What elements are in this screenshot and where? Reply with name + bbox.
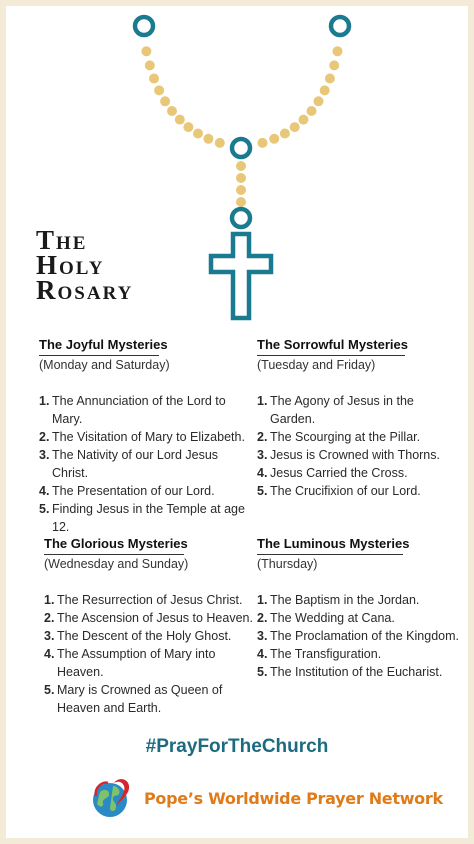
mysteries-list [257, 392, 462, 500]
item-number: 5. [257, 665, 268, 679]
section-heading: The Glorious Mysteries [44, 536, 188, 551]
rosary-bead [160, 96, 170, 106]
list-item [257, 627, 462, 645]
rosary-bead [215, 138, 225, 148]
list-item [44, 627, 254, 645]
item-number: 2. [257, 611, 268, 625]
rosary-bead [167, 106, 177, 116]
item-text: The Descent of the Holy Ghost. [57, 629, 232, 643]
list-item [39, 500, 249, 536]
item-number: 3. [39, 448, 50, 462]
ring-lower [232, 209, 250, 227]
rosary-beads [141, 46, 342, 207]
item-number: 1. [257, 593, 268, 607]
item-text: Jesus is Crowned with Thorns. [270, 448, 440, 462]
page-title [36, 225, 134, 305]
item-text: The Visitation of Mary to Elizabeth. [52, 430, 245, 444]
item-text: The Institution of the Eucharist. [270, 665, 443, 679]
item-text: The Scourging at the Pillar. [270, 430, 421, 444]
section-days: (Thursday) [257, 557, 318, 571]
hashtag: #PrayForTheChurch [145, 736, 329, 757]
section-days: (Tuesday and Friday) [257, 358, 376, 372]
globe-heart-icon [88, 774, 136, 822]
item-text: The Transfiguration. [270, 647, 382, 661]
list-item [39, 446, 249, 482]
section-heading: The Luminous Mysteries [257, 536, 410, 551]
rosary-bead [333, 46, 343, 56]
section-days: (Monday and Saturday) [39, 358, 170, 372]
list-item [257, 428, 462, 446]
rosary-bead [269, 134, 279, 144]
heading-underline [257, 554, 403, 555]
network-name: Pope’s Worldwide Prayer Network [144, 788, 443, 808]
glorious-mysteries-section [44, 535, 254, 717]
rosary-bead [329, 60, 339, 70]
rosary-bead [154, 85, 164, 95]
item-text: The Ascension of Jesus to Heaven. [57, 611, 253, 625]
rosary-bead [236, 197, 246, 207]
list-item [44, 645, 254, 681]
rosary-bead [193, 129, 203, 139]
joyful-mysteries-section [39, 336, 249, 536]
ring-top-left [135, 17, 153, 35]
item-number: 4. [39, 484, 50, 498]
rosary-bead [290, 122, 300, 132]
rosary-bead [314, 96, 324, 106]
rosary-bead [280, 129, 290, 139]
rosary-bead [203, 134, 213, 144]
heading-underline [39, 355, 159, 356]
item-number: 1. [257, 394, 268, 408]
rosary-bead [320, 85, 330, 95]
item-text: The Wedding at Cana. [270, 611, 395, 625]
section-heading: The Joyful Mysteries [39, 337, 168, 352]
rosary-bead [149, 74, 159, 84]
rosary-bead [236, 173, 246, 183]
item-text: The Crucifixion of our Lord. [270, 484, 421, 498]
rosary-bead [258, 138, 268, 148]
luminous-mysteries-section [257, 535, 462, 681]
rosary-bead [236, 185, 246, 195]
cross-icon [211, 234, 271, 318]
item-text: Finding Jesus in the Temple at age 12. [52, 502, 245, 534]
item-text: Jesus Carried the Cross. [270, 466, 408, 480]
list-item [257, 464, 462, 482]
item-number: 4. [257, 647, 268, 661]
list-item [39, 482, 249, 500]
item-number: 3. [44, 629, 55, 643]
list-item [257, 392, 462, 428]
item-text: The Agony of Jesus in the Garden. [270, 394, 414, 426]
title-line-3: Rosary [36, 275, 134, 305]
rosary-bead [141, 46, 151, 56]
rosary-bead [299, 115, 309, 125]
item-text: The Proclamation of the Kingdom. [270, 629, 459, 643]
item-text: Mary is Crowned as Queen of Heaven and Earth. [57, 683, 223, 715]
item-number: 3. [257, 448, 268, 462]
section-heading: The Sorrowful Mysteries [257, 337, 408, 352]
item-number: 4. [257, 466, 268, 480]
item-number: 5. [44, 683, 55, 697]
mysteries-list [44, 591, 254, 717]
rosary-bead [325, 74, 335, 84]
title-line-1: The [36, 225, 88, 255]
list-item [44, 609, 254, 627]
item-text: The Baptism in the Jordan. [270, 593, 420, 607]
heading-underline [257, 355, 405, 356]
ring-center [232, 139, 250, 157]
title-line-2: Holy [36, 250, 105, 280]
section-days: (Wednesday and Sunday) [44, 557, 189, 571]
rosary-bead [145, 60, 155, 70]
item-number: 5. [257, 484, 268, 498]
mysteries-list [257, 591, 462, 681]
item-number: 3. [257, 629, 268, 643]
item-text: The Annunciation of the Lord to Mary. [52, 394, 226, 426]
rosary-bead [183, 122, 193, 132]
list-item [39, 428, 249, 446]
item-text: The Nativity of our Lord Jesus Christ. [52, 448, 219, 480]
ring-top-right [331, 17, 349, 35]
rosary-bead [307, 106, 317, 116]
list-item [257, 591, 462, 609]
rosary-bead [175, 115, 185, 125]
list-item [39, 392, 249, 428]
network-branding [88, 774, 443, 822]
heading-underline [44, 554, 184, 555]
item-text: The Presentation of our Lord. [52, 484, 215, 498]
list-item [44, 681, 254, 717]
list-item [257, 663, 462, 681]
list-item [257, 446, 462, 464]
list-item [257, 645, 462, 663]
item-text: The Assumption of Mary into Heaven. [57, 647, 216, 679]
item-number: 2. [39, 430, 50, 444]
item-number: 2. [44, 611, 55, 625]
rosary-bead [236, 161, 246, 171]
list-item [257, 482, 462, 500]
item-text: The Resurrection of Jesus Christ. [57, 593, 243, 607]
list-item [44, 591, 254, 609]
mysteries-list [39, 392, 249, 536]
item-number: 4. [44, 647, 55, 661]
item-number: 1. [44, 593, 55, 607]
sorrowful-mysteries-section [257, 336, 462, 500]
item-number: 2. [257, 430, 268, 444]
list-item [257, 609, 462, 627]
item-number: 5. [39, 502, 50, 516]
item-number: 1. [39, 394, 50, 408]
